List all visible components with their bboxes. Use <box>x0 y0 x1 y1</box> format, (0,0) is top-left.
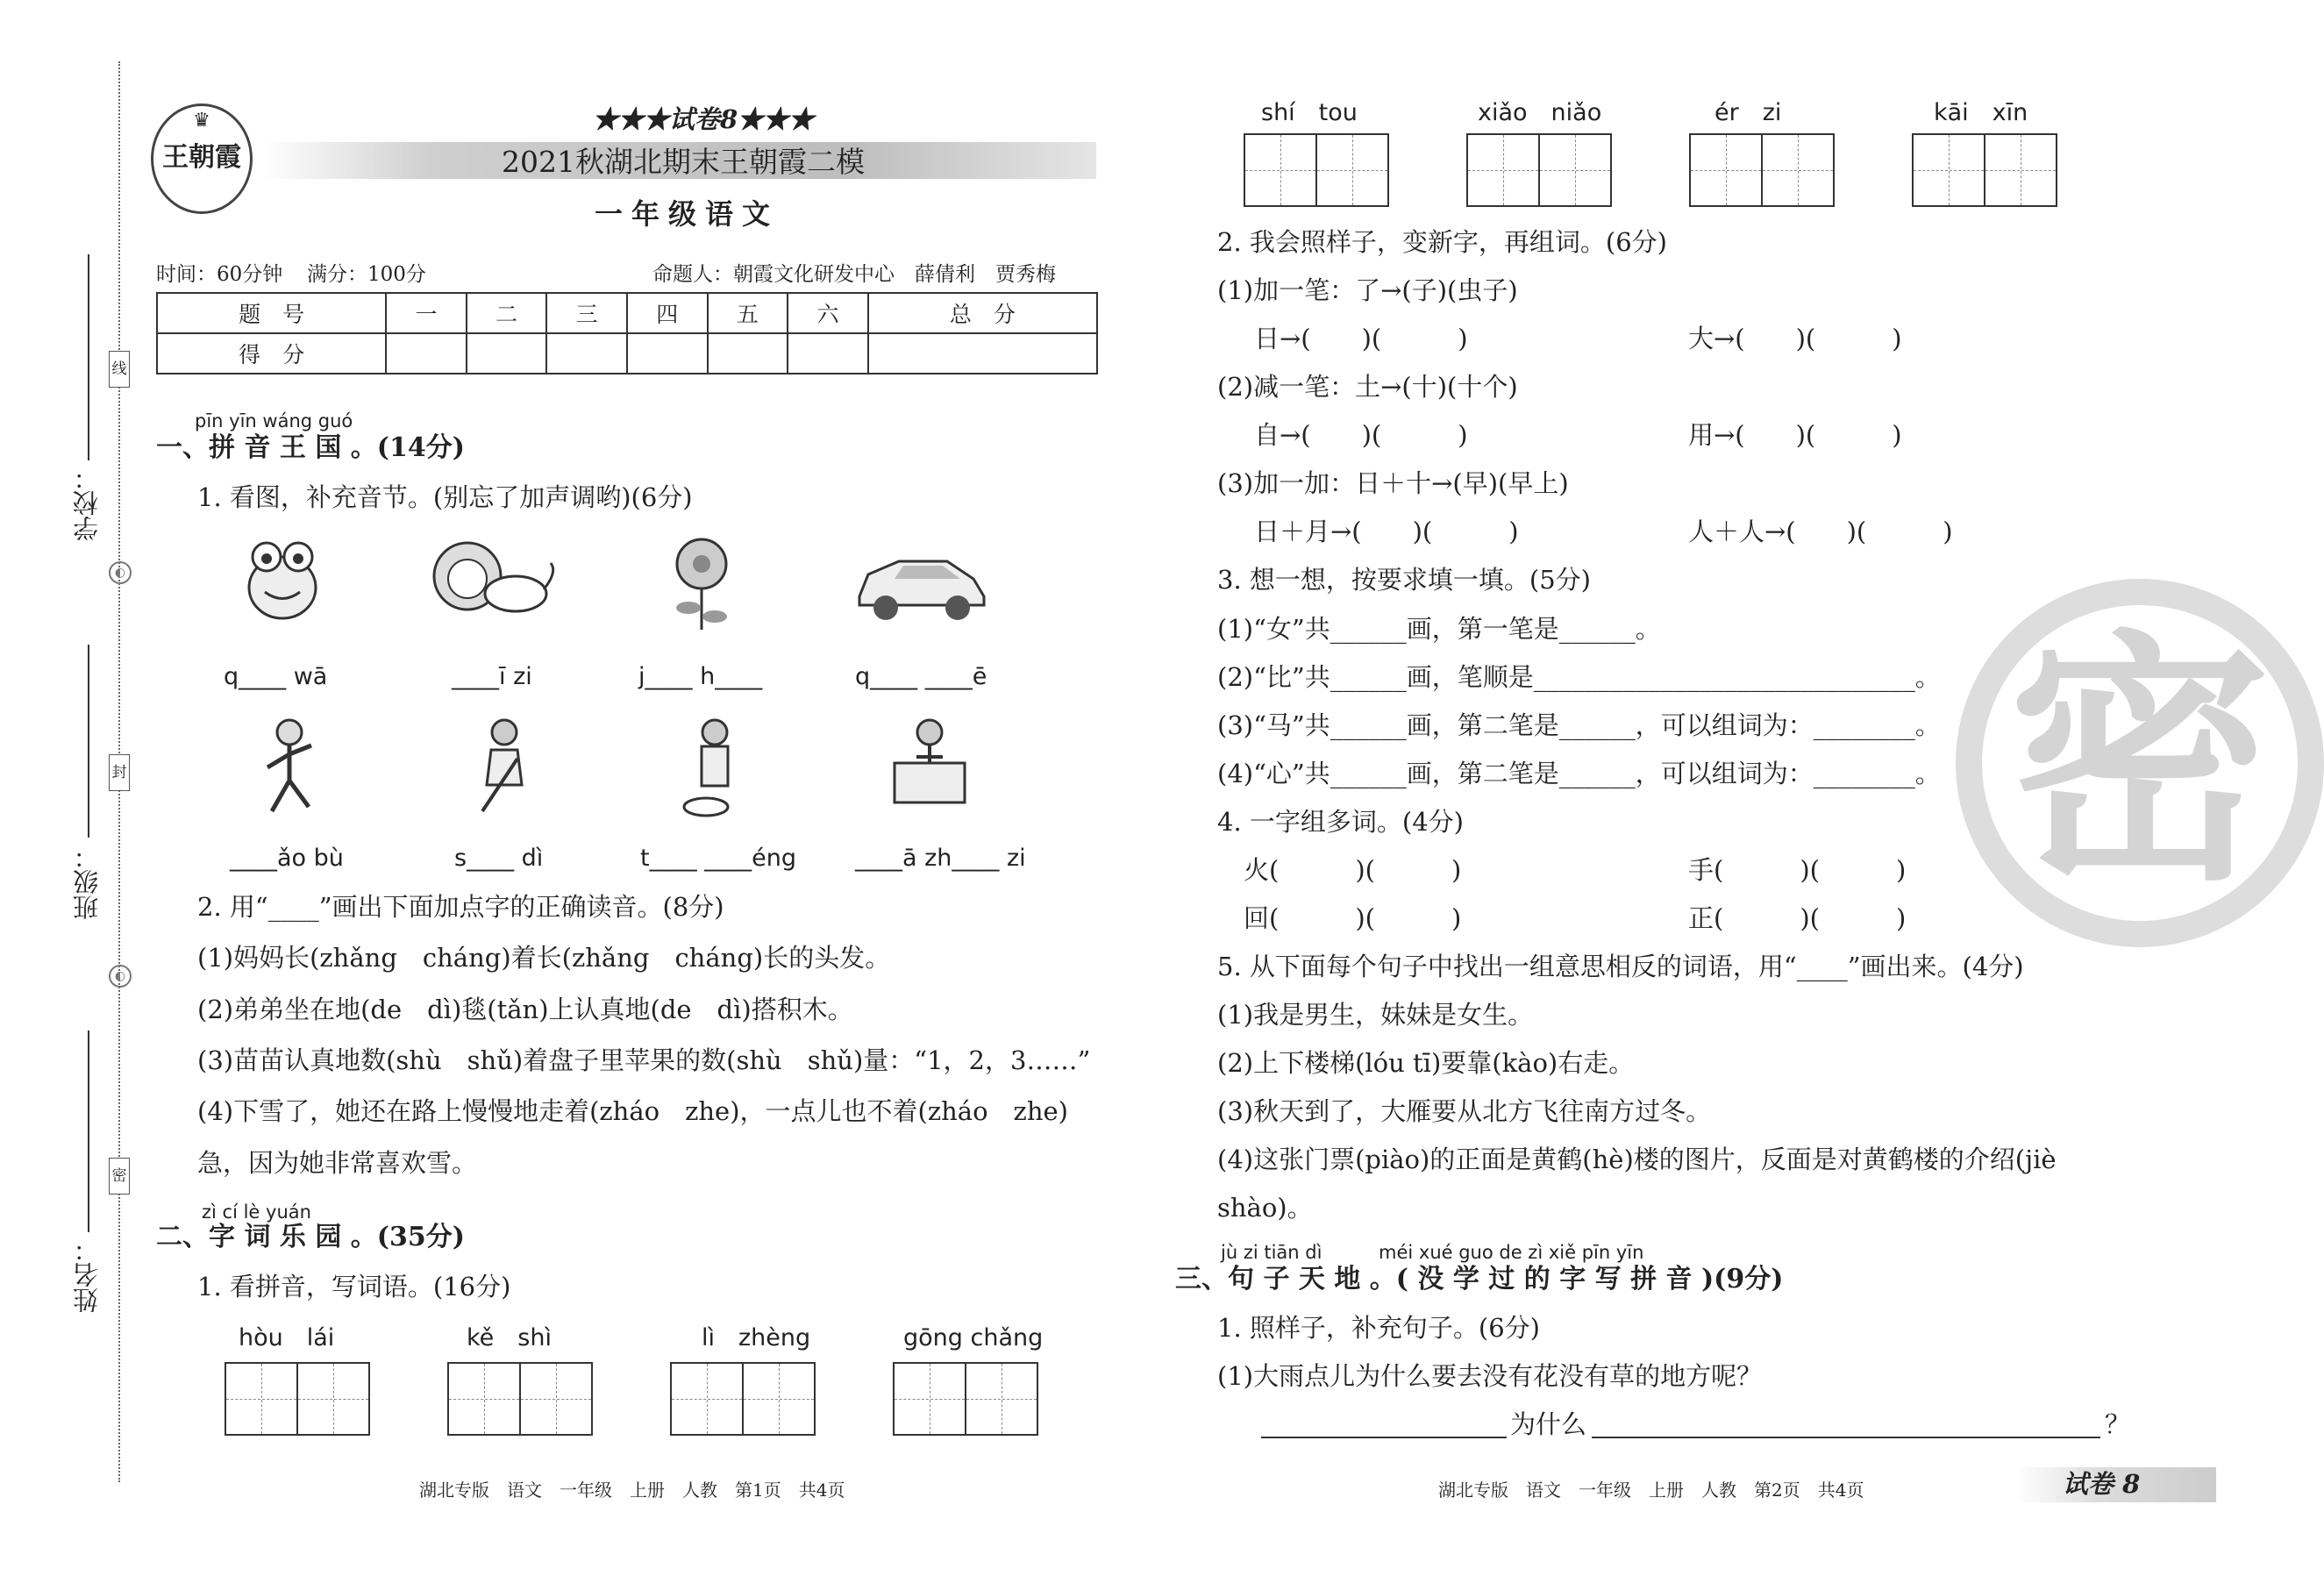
sweeping-girl-icon <box>469 715 539 820</box>
frog-icon <box>239 531 326 627</box>
section1-q2: 2. 用“____”画出下面加点字的正确读音。(8分) <box>197 892 724 922</box>
table-cell: 得 分 <box>157 333 386 374</box>
blank-lion[interactable]: ____ī zi <box>452 663 532 690</box>
full-score-label: 满分：100分 <box>307 263 426 286</box>
section2-q4-a[interactable]: 火( )( ) <box>1244 855 1462 885</box>
writing-grid[interactable] <box>1244 133 1389 207</box>
writing-grid[interactable] <box>670 1362 816 1436</box>
section2-q4-c[interactable]: 回( )( ) <box>1244 903 1462 933</box>
section2-q2-1: (1)加一笔：了→(子)(虫子) <box>1217 275 1518 305</box>
table-cell: 四 <box>627 293 708 333</box>
writing-grid[interactable] <box>893 1362 1038 1436</box>
logo-badge <box>151 103 253 214</box>
writing-grid[interactable] <box>1466 133 1612 207</box>
section2-q4-d[interactable]: 正( )( ) <box>1688 903 1907 933</box>
section2-q2-3a[interactable]: 日＋月→( )( ) <box>1254 517 1519 546</box>
boy-desk-icon <box>886 715 973 811</box>
moon-icon: ◐ <box>109 561 132 584</box>
name-line <box>88 1031 89 1232</box>
section3-pinyin-1: jù zi tiān dì <box>1221 1242 1322 1263</box>
section2-q2-1a[interactable]: 日→( )( ) <box>1254 324 1468 353</box>
class-label: 班级： <box>72 844 102 920</box>
word-pinyin: gōng chǎng <box>903 1324 1044 1351</box>
section2-pinyin: zì cí lè yuán <box>202 1202 311 1223</box>
writing-grid[interactable] <box>447 1362 593 1436</box>
section2-q1: 1. 看拼音，写词语。(16分) <box>197 1272 511 1302</box>
moon-icon: ◐ <box>109 965 132 988</box>
logo-text: 王朝霞 <box>162 142 241 173</box>
section2-q4: 4. 一字组多词。(4分) <box>1217 807 1464 837</box>
blank-ball[interactable]: t____ ____éng <box>640 845 797 872</box>
section1-q1: 1. 看图，补充音节。(别忘了加声调哟)(6分) <box>197 482 693 512</box>
answer-line-1[interactable] <box>1261 1437 1507 1438</box>
binding-mark-feng: 封 <box>109 754 130 791</box>
blank-desk[interactable]: ____ā zh____ zi <box>855 845 1026 872</box>
score-input-cell[interactable] <box>467 333 547 374</box>
section3-q1: 1. 照样子，补充句子。(6分) <box>1217 1313 1540 1343</box>
score-input-cell[interactable] <box>546 333 627 374</box>
word-pinyin: lì zhèng <box>702 1324 811 1351</box>
car-icon <box>851 548 991 623</box>
boy-ball-icon <box>675 715 754 820</box>
footer-tag: 试卷 8 <box>2063 1469 2141 1499</box>
table-cell: 二 <box>467 293 547 333</box>
section2-q5-2[interactable]: (2)上下楼梯(lóu tī)要靠(kào)右走。 <box>1217 1048 1635 1078</box>
footer-right: 湖北专版 语文 一年级 上册 人教 第2页 共4页 <box>1438 1480 1864 1501</box>
answer-line-2[interactable] <box>1592 1437 2100 1438</box>
school-label: 学校： <box>72 465 102 541</box>
footer-left: 湖北专版 语文 一年级 上册 人教 第1页 共4页 <box>419 1480 845 1501</box>
section2-q3-1[interactable]: (1)“女”共______画，第一笔是______。 <box>1217 614 1661 644</box>
section3-q1-1: (1)大雨点儿为什么要去没有花没有草的地方呢？ <box>1217 1361 1763 1391</box>
blank-sweeping[interactable]: s____ dì <box>454 845 544 872</box>
section1-s4b: 急，因为她非常喜欢雪。 <box>197 1148 478 1178</box>
name-label: 姓名： <box>72 1237 102 1313</box>
authors-label: 命题人：朝霞文化研发中心 薛倩利 贾秀梅 <box>652 263 1056 286</box>
writing-grid[interactable] <box>1689 133 1835 207</box>
table-cell: 题 号 <box>157 293 386 333</box>
table-cell: 六 <box>788 293 868 333</box>
binding-mark-xian: 线 <box>109 351 130 388</box>
section1-s4[interactable]: (4)下雪了，她还在路上慢慢地走着(zháo zhe)，一点儿也不着(zháo zhe) <box>197 1096 1068 1126</box>
section2-q2-2: (2)减一笔：土→(十)(十个) <box>1217 372 1518 402</box>
section2-q3-4[interactable]: (4)“心”共______画，第二笔是______，可以组词为：________。 <box>1217 759 1941 788</box>
score-table-row <box>157 333 1097 374</box>
section2-title: 二、字 词 乐 园 。(35分) <box>156 1222 465 1252</box>
section3-pinyin-2: méi xué guo de zì xiě pīn yīn <box>1379 1242 1644 1263</box>
word-pinyin: shí tou <box>1261 99 1358 126</box>
writing-grid[interactable] <box>1912 133 2057 207</box>
section1-title: 一、拼 音 王 国 。(14分) <box>156 432 465 463</box>
score-input-cell[interactable] <box>386 333 467 374</box>
subject-title: 一年级语文 <box>595 197 780 231</box>
word-pinyin: kāi xīn <box>1934 99 2028 126</box>
section2-q2-2b[interactable]: 用→( )( ) <box>1688 420 1902 450</box>
section2-q2-2a[interactable]: 自→( )( ) <box>1254 420 1468 450</box>
binding-mark-mi: 密 <box>109 1158 130 1195</box>
class-line <box>88 645 89 838</box>
running-kid-icon <box>254 715 324 820</box>
table-cell: 五 <box>708 293 788 333</box>
section1-s2[interactable]: (2)弟弟坐在地(de dì)毯(tǎn)上认真地(de dì)搭积木。 <box>197 995 853 1024</box>
score-input-cell[interactable] <box>708 333 788 374</box>
score-input-cell[interactable] <box>868 333 1097 374</box>
section2-q5: 5. 从下面每个句子中找出一组意思相反的词语，用“____”画出来。(4分) <box>1217 952 2024 981</box>
word-pinyin: xiǎo niǎo <box>1478 99 1602 126</box>
writing-grid[interactable] <box>225 1362 370 1436</box>
lion-icon <box>428 537 560 629</box>
score-input-cell[interactable] <box>788 333 868 374</box>
section1-pinyin: pīn yīn wáng guó <box>195 410 353 431</box>
blank-frog[interactable]: q____ wā <box>224 663 328 690</box>
section3-q1-1-mid: 为什么 <box>1510 1409 1587 1439</box>
section2-q3: 3. 想一想，按要求填一填。(5分) <box>1217 565 1591 595</box>
section1-s1[interactable]: (1)妈妈长(zhǎng cháng)着长(zhǎng cháng)长的头发。 <box>197 943 891 973</box>
watermark-seal <box>1956 579 2324 947</box>
watermark-text: 密 <box>2008 610 2271 916</box>
section2-q3-2[interactable]: (2)“比”共______画，笔顺是______________________________。 <box>1217 662 1941 692</box>
score-table <box>156 292 1098 374</box>
score-input-cell[interactable] <box>627 333 708 374</box>
series-label: ★★★试卷8★★★ <box>593 104 815 134</box>
section2-q2: 2. 我会照样子，变新字，再组词。(6分) <box>1217 227 1667 257</box>
table-cell: 三 <box>546 293 627 333</box>
table-cell: 总 分 <box>868 293 1097 333</box>
section3-title: 三、句 子 天 地 。( 没 学 过 的 字 写 拼 音 )(9分) <box>1175 1264 1784 1294</box>
section2-q5-4[interactable]: (4)这张门票(piào)的正面是黄鹤(hè)楼的图片，反面是对黄鹤楼的介绍(jiè <box>1217 1145 2057 1174</box>
chrysanthemum-icon <box>662 533 741 634</box>
section2-q5-4b: shào)。 <box>1217 1193 1313 1223</box>
section2-q5-3[interactable]: (3)秋天到了，大雁要从北方飞往南方过冬。 <box>1217 1096 1712 1126</box>
word-pinyin: hòu lái <box>239 1324 335 1351</box>
section2-q2-3: (3)加一加：日＋十→(早)(早上) <box>1217 468 1569 498</box>
word-pinyin: kě shì <box>467 1324 552 1351</box>
exam-title: 2021秋湖北期末王朝霞二模 <box>502 145 865 179</box>
logo-crown-icon: ♛ <box>193 110 210 132</box>
section2-q3-3[interactable]: (3)“马”共______画，第二笔是______，可以组词为：________。 <box>1217 710 1941 740</box>
section2-q5-1[interactable]: (1)我是男生，妹妹是女生。 <box>1217 1000 1534 1030</box>
blank-flower[interactable]: j____ h____ <box>638 663 763 690</box>
time-label: 时间：60分钟 <box>156 263 283 286</box>
table-cell: 一 <box>386 293 467 333</box>
score-table-header-row <box>157 293 1097 333</box>
section2-q2-1b[interactable]: 大→( )( ) <box>1688 324 1902 353</box>
section1-s3[interactable]: (3)苗苗认真地数(shù shǔ)着盘子里苹果的数(shù shǔ)量：“1，2，3……” <box>197 1045 1091 1075</box>
school-line <box>88 254 89 460</box>
blank-car[interactable]: q____ ____ē <box>855 663 987 690</box>
section2-q4-b[interactable]: 手( )( ) <box>1688 855 1907 885</box>
section2-q2-3b[interactable]: 人＋人→( )( ) <box>1688 517 1953 546</box>
word-pinyin: ér zi <box>1714 99 1782 126</box>
blank-running[interactable]: ____ǎo bù <box>230 845 344 872</box>
section3-q1-1-end: ？ <box>2105 1409 2131 1439</box>
